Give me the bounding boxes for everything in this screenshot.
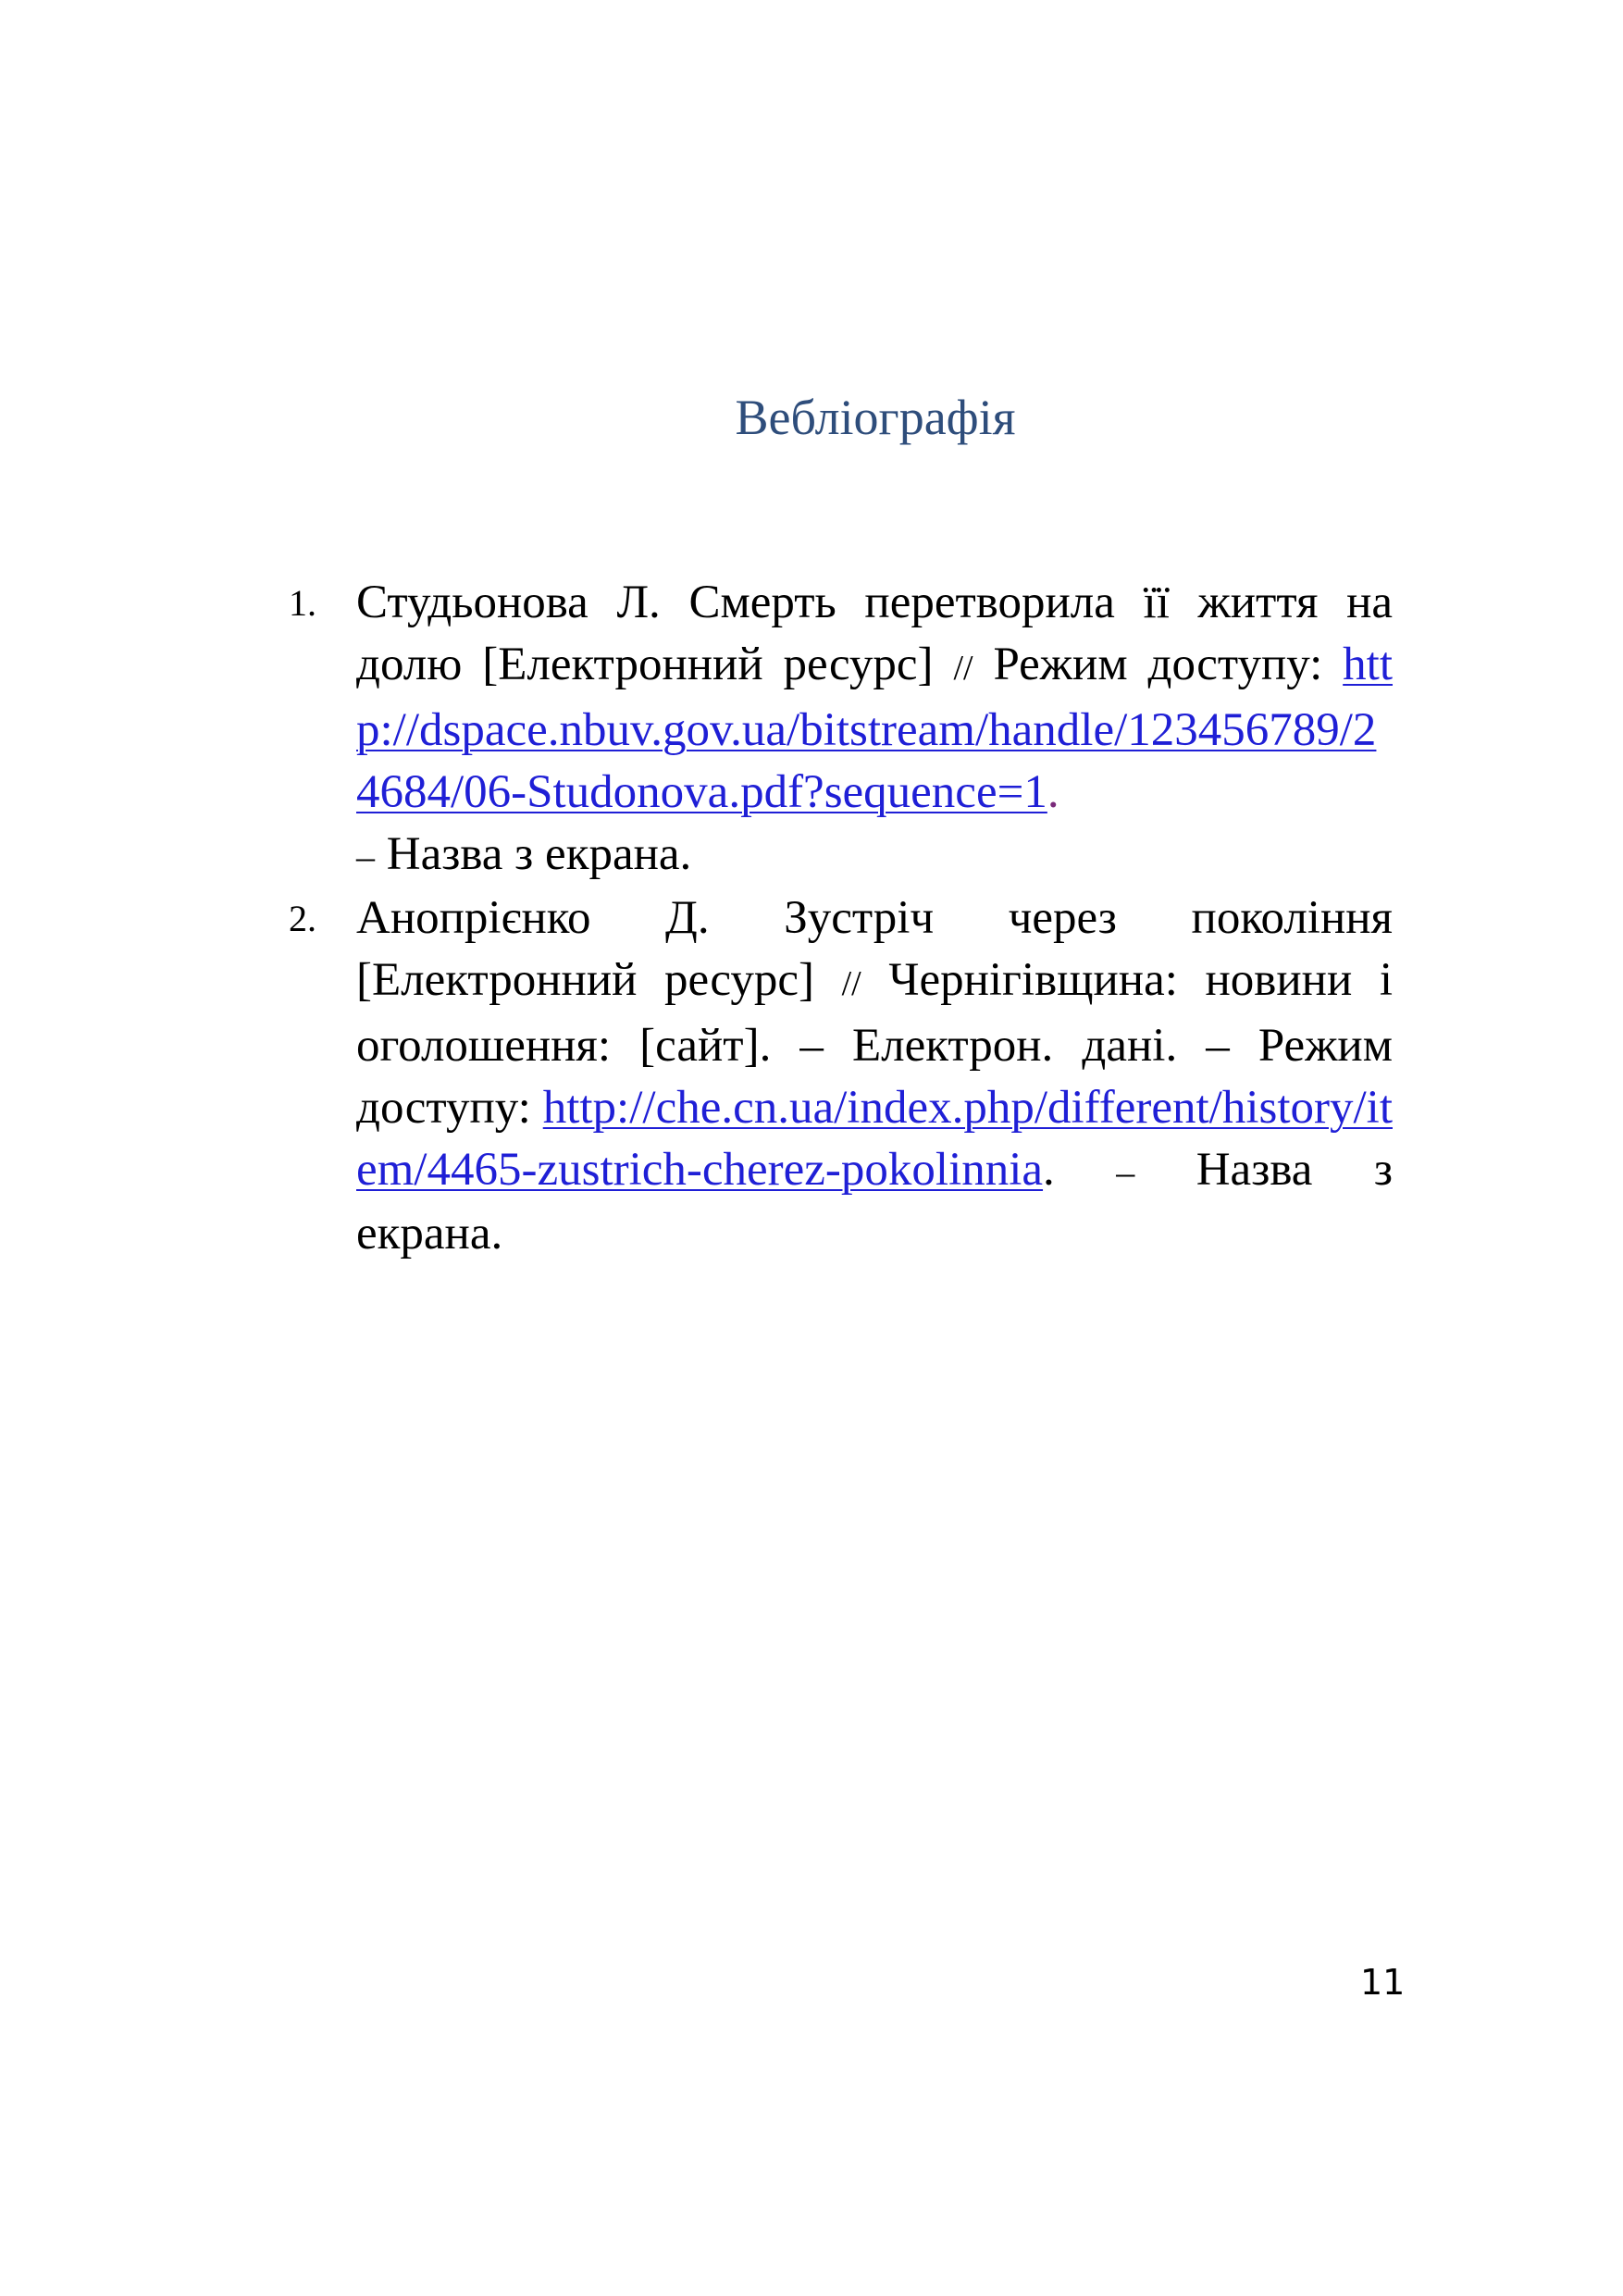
entry-citation: Анопрієнко Д. Зустріч через покоління [Електронний ресурс]: [356, 892, 1393, 1006]
entry-separator: //: [841, 964, 861, 1003]
entry-number: [289, 572, 353, 634]
entry-citation: Студьонова Л. Смерть перетворила її життя на долю [Електронний ресурс]: [356, 577, 1393, 690]
bibliography-entry: [0, 887, 1623, 1265]
page-title: Вебліографія: [735, 390, 1016, 445]
bibliography-list: [0, 572, 1623, 1265]
page-number: 11: [1360, 1962, 1406, 2003]
entry-source-note: Назва з екрана.: [356, 1144, 1393, 1260]
entry-link[interactable]: http://che.cn.ua/index.php/different/history/item/4465-zustrich-cherez-pokolinnia: [356, 1082, 1393, 1196]
entry-source-note: Назва з екрана.: [375, 828, 692, 880]
bibliography-entry: [0, 572, 1623, 887]
entry-text: [356, 572, 1393, 887]
entry-text: [356, 887, 1393, 1265]
entry-period: .: [1047, 766, 1059, 818]
entry-access-label: Режим доступу:: [973, 639, 1344, 690]
entry-link[interactable]: http://dspace.nbuv.gov.ua/bitstream/handle/123456789/24684/06-Studonova.pdf?sequence=1: [356, 639, 1394, 818]
entry-number-text: 1.: [289, 582, 316, 624]
entry-dash: –: [1116, 1151, 1135, 1193]
entry-separator: //: [953, 649, 973, 688]
entry-dash: –: [356, 836, 375, 877]
entry-period: .: [1043, 1144, 1117, 1196]
entry-number: [289, 887, 353, 949]
entry-number-text: 2.: [289, 898, 316, 939]
entry-access-label: Чернігівщина: новини і оголошення: [сайт]. – Електрон. дані. – Режим доступу:: [356, 954, 1393, 1134]
